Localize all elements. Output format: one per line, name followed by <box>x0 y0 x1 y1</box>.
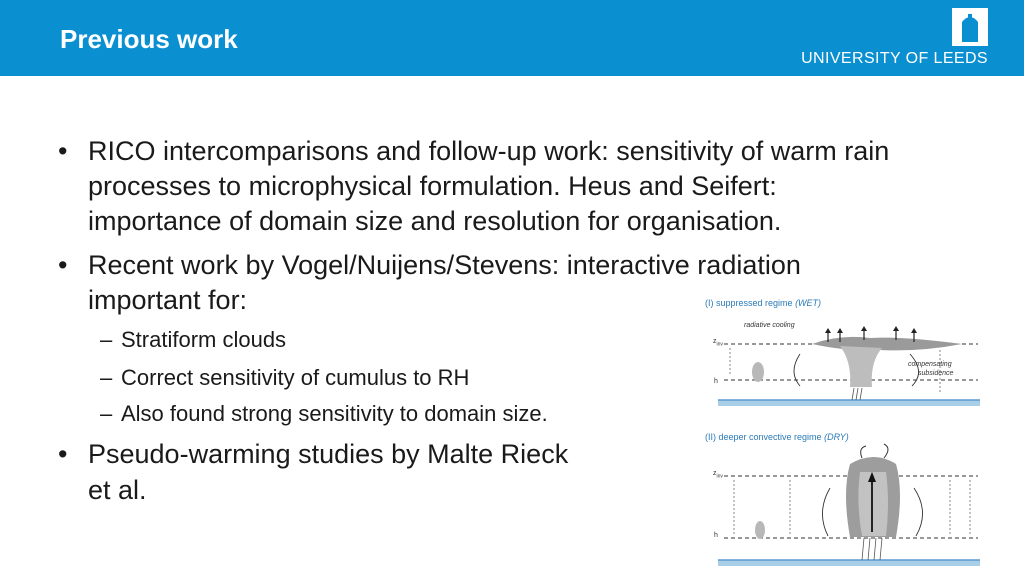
sub-bullet-text: Stratiform clouds <box>121 327 287 352</box>
ocean-surface-2 <box>718 560 980 566</box>
small-cumulus-1 <box>752 362 764 382</box>
sub-bullet-marker: – <box>100 401 113 426</box>
bullet-text: importance of domain size and resolution for organisation. <box>88 206 782 236</box>
header-bar <box>0 0 1024 76</box>
z-sub-text: inv <box>716 473 723 480</box>
cumulus-tower-1 <box>840 346 882 387</box>
bullet-text: processes to microphysical formulation. Heus and Seifert: <box>88 171 777 201</box>
bullet-text: important for: <box>88 285 248 315</box>
small-cumulus-2 <box>755 521 765 539</box>
bullet-text: Recent work by Vogel/Nuijens/Stevens: interactive radiation <box>88 250 801 280</box>
h-label-2: h <box>714 532 718 539</box>
bullet-text: et al. <box>88 475 147 505</box>
sub-bullet-text: Also found strong sensitivity to domain size. <box>121 401 548 426</box>
radiative-cooling-label: radiative cooling <box>744 322 795 329</box>
z-text: z <box>713 470 717 477</box>
slide-title: Previous work <box>60 24 238 54</box>
bullet-marker: • <box>58 439 68 469</box>
university-logo-text: UNIVERSITY OF LEEDS <box>801 50 988 67</box>
convection-regime-figure <box>700 292 990 572</box>
ocean-surface-1 <box>718 400 980 406</box>
bullet-text: Pseudo-warming studies by Malte Rieck <box>88 439 569 469</box>
z-sub-text: inv <box>716 341 723 348</box>
sub-bullet-marker: – <box>100 327 113 352</box>
panel1-title-text: (I) suppressed regime <box>705 298 793 308</box>
schematic-drawing <box>700 292 990 572</box>
panel1-tag: (WET) <box>795 298 822 308</box>
bullet-text: RICO intercomparisons and follow-up work: sensitivity of warm rain <box>88 136 890 166</box>
sub-bullet-text: Correct sensitivity of cumulus to RH <box>121 365 470 390</box>
bullet-marker: • <box>58 250 68 280</box>
bullet-marker: • <box>58 136 68 166</box>
z-text: z <box>713 338 717 345</box>
panel2-tag: (DRY) <box>824 432 849 442</box>
university-crest-icon <box>952 8 988 46</box>
stratiform-cloud <box>812 337 962 351</box>
subsidence-label: subsidence <box>918 370 954 377</box>
h-label-1: h <box>714 378 718 385</box>
compensating-label: compensating <box>908 361 952 368</box>
sub-bullet-marker: – <box>100 365 113 390</box>
panel2-title-text: (II) deeper convective regime <box>705 432 822 442</box>
